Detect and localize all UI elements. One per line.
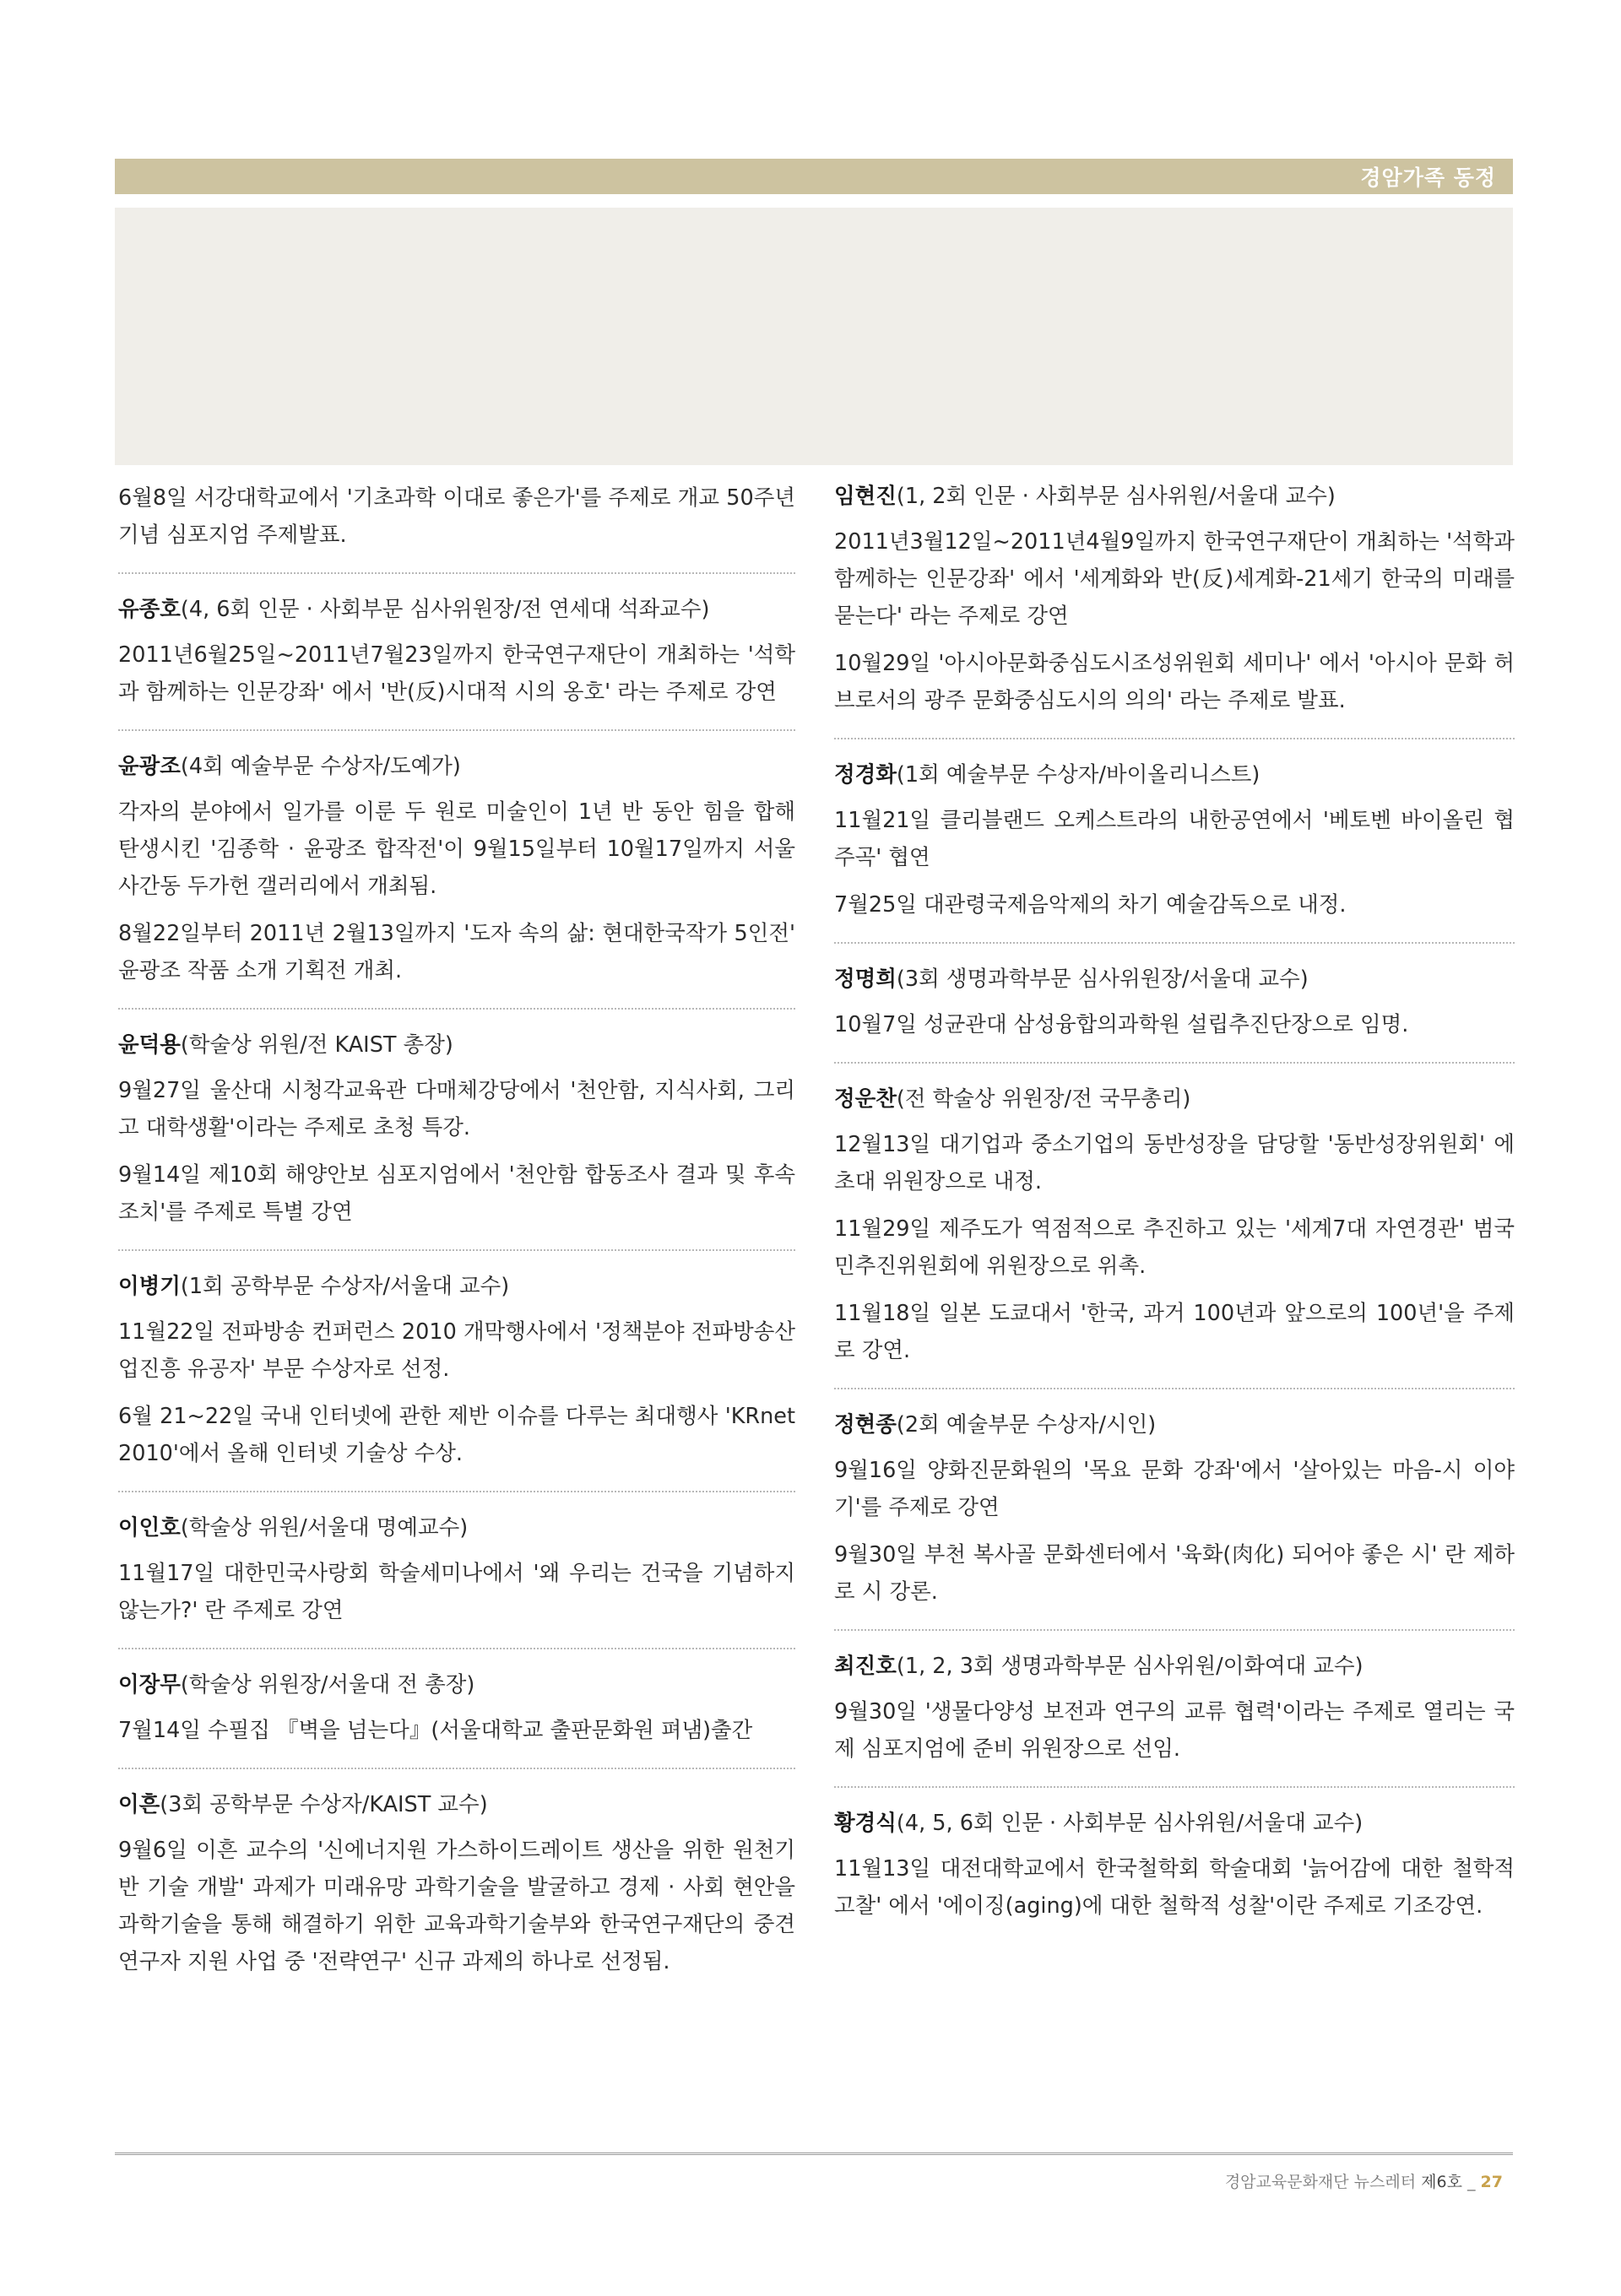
person-name: 정명희 [834,967,897,992]
person-name: 이인호 [118,1515,181,1541]
entry-paragraph: 11월17일 대한민국사랑회 학술세미나에서 '왜 우리는 건국을 기념하지 않는가?' 란 주제로 강연 [118,1561,795,1623]
news-entry [834,962,1515,1064]
entry-paragraph: 11월13일 대전대학교에서 한국철학회 학술대회 '늙어감에 대한 철학적 고찰' 에서 '에이징(aging)에 대한 철학적 성찰'이란 주제로 기조강연. [834,1856,1515,1919]
news-entry [834,758,1515,944]
entry-paragraph: 9월14일 제10회 해양안보 심포지엄에서 '천안함 합동조사 결과 및 후속조치'를 주제로 특별 강연 [118,1162,795,1225]
entry-paragraph: 2011년6월25일~2011년7월23일까지 한국연구재단이 개최하는 '석학과 함께하는 인문강좌' 에서 '반(反)시대적 시의 옹호' 라는 주제로 강연 [118,642,795,705]
entry-heading [834,1806,1515,1840]
entry-paragraph: 6월8일 서강대학교에서 '기초과학 이대로 좋은가'를 주제로 개교 50주년 기념 심포지엄 주제발표. [118,485,795,548]
entry-paragraph: 7월25일 대관령국제음악제의 차기 예술감독으로 내정. [834,892,1347,918]
news-entry [834,1649,1515,1788]
entry-paragraph: 11월22일 전파방송 컨퍼런스 2010 개막행사에서 '정책분야 전파방송산업진흥 유공자' 부문 수상자로 선정. [118,1319,795,1382]
person-name: 정운찬 [834,1086,897,1112]
person-role: (학술상 위원/서울대 명예교수) [180,1515,469,1541]
entry-heading [118,1270,795,1303]
news-entry [118,1270,795,1492]
person-role: (학술상 위원/전 KAIST 총장) [180,1032,453,1058]
entry-paragraph: 10월29일 '아시아문화중심도시조성위원회 세미나' 에서 '아시아 문화 허브로서의 광주 문화중심도시의 의의' 라는 주제로 발표. [834,651,1515,713]
news-entry [118,1668,795,1769]
news-entry [118,479,795,574]
person-name: 정경화 [834,762,897,788]
person-name: 이흔 [118,1792,160,1817]
entry-paragraph: 9월30일 부천 복사골 문화센터에서 '육화(肉化) 되어야 좋은 시' 란 제하로 시 강론. [834,1542,1515,1605]
person-role: (학술상 위원장/서울대 전 총장) [180,1672,475,1698]
person-name: 윤덕용 [118,1032,181,1058]
entry-paragraph: 11월18일 일본 도쿄대서 '한국, 과거 100년과 앞으로의 100년'을 주제로 강연. [834,1301,1515,1363]
news-entry [118,750,795,1010]
news-entry [118,593,795,731]
entry-paragraph: 9월6일 이흔 교수의 '신에너지원 가스하이드레이트 생산을 위한 원천기반 기술 개발' 과제가 미래유망 과학기술을 발굴하고 경제 · 사회 현안을 과학기술을 통해 해결하기 위한 교육과학기술부와 한국연구재단의 중견연구자 지원 사업 중 '전략연구' 신규 과제의 하나로 선정됨. [118,1838,795,1974]
person-name: 이장무 [118,1672,181,1698]
person-role: (1, 2회 인문 · 사회부문 심사위원/서울대 교수) [896,484,1336,509]
news-entry [118,1788,795,1999]
person-role: (2회 예술부문 수상자/시인) [896,1412,1157,1438]
footer-separator: _ [1467,2173,1476,2191]
entry-heading [118,1028,795,1062]
person-role: (1회 공학부문 수상자/서울대 교수) [180,1274,510,1299]
person-role: (4, 6회 인문 · 사회부문 심사위원장/전 연세대 석좌교수) [180,597,710,622]
person-name: 윤광조 [118,754,181,779]
person-role: (3회 공학부문 수상자/KAIST 교수) [160,1792,488,1817]
entry-paragraph: 12월13일 대기업과 중소기업의 동반성장을 담당할 '동반성장위원회' 에 초대 위원장으로 내정. [834,1132,1515,1194]
news-entry [834,1408,1515,1631]
person-role: (전 학술상 위원장/전 국무총리) [896,1086,1191,1112]
news-entry [834,479,1515,739]
entry-heading [118,1511,795,1545]
entry-paragraph: 2011년3월12일~2011년4월9일까지 한국연구재단이 개최하는 '석학과 함께하는 인문강좌' 에서 '세계화와 반(反)세계화-21세기 한국의 미래를 묻는다' 라는 주제로 강연 [834,529,1515,629]
entry-heading [118,750,795,783]
entry-paragraph: 각자의 분야에서 일가를 이룬 두 원로 미술인이 1년 반 동안 힘을 합해 탄생시킨 '김종학 · 윤광조 합작전'이 9월15일부터 10월17일까지 서울 사간동 두가헌 갤러리에서 개최됨. [118,799,795,899]
photo-placeholder [115,208,1513,465]
person-role: (4회 예술부문 수상자/도예가) [180,754,461,779]
entry-paragraph: 7월14일 수필집 『벽을 넘는다』(서울대학교 출판문화원 펴냄)출간 [118,1718,753,1743]
person-role: (1, 2, 3회 생명과학부문 심사위원/이화여대 교수) [896,1654,1363,1679]
entry-paragraph: 11월21일 클리블랜드 오케스트라의 내한공연에서 '베토벤 바이올린 협주곡' 협연 [834,808,1515,870]
entry-paragraph: 11월29일 제주도가 역점적으로 추진하고 있는 '세계7대 자연경관' 범국민추진위원회에 위원장으로 위촉. [834,1216,1515,1279]
person-name: 황경식 [834,1811,897,1836]
news-entry [118,1028,795,1251]
right-column [834,479,1515,1962]
news-entry [834,1082,1515,1389]
footer-issue: 제6호 [1421,2173,1462,2191]
person-role: (4, 5, 6회 인문 · 사회부문 심사위원/서울대 교수) [896,1811,1363,1836]
entry-heading [118,593,795,626]
entry-paragraph: 9월30일 '생물다양성 보전과 연구의 교류 협력'이라는 주제로 열리는 국제 심포지엄에 준비 위원장으로 선임. [834,1699,1515,1762]
entry-heading [118,1788,795,1822]
section-title: 경암가족 동정 [1360,165,1496,190]
entry-paragraph: 9월16일 양화진문화원의 '목요 문화 강좌'에서 '살아있는 마음-시 이야기'를 주제로 강연 [834,1458,1515,1520]
person-name: 정현종 [834,1412,897,1438]
page-footer [1225,2169,1503,2192]
footer-divider [115,2152,1513,2155]
person-role: (1회 예술부문 수상자/바이올리니스트) [896,762,1260,788]
entry-heading [834,758,1515,792]
person-name: 이병기 [118,1274,181,1299]
person-role: (3회 생명과학부문 심사위원장/서울대 교수) [896,967,1309,992]
entry-heading [834,479,1515,513]
footer-publication: 경암교육문화재단 뉴스레터 [1224,2173,1417,2191]
entry-heading [118,1668,795,1702]
page-number: 27 [1480,2173,1503,2191]
entry-paragraph: 9월27일 울산대 시청각교육관 다매체강당에서 '천안함, 지식사회, 그리고 대학생활'이라는 주제로 초청 특강. [118,1078,795,1140]
person-name: 임현진 [834,484,897,509]
left-column [118,479,795,2017]
news-entry [834,1806,1515,1943]
news-entry [118,1511,795,1649]
section-header-bar [115,159,1513,194]
entry-heading [834,1082,1515,1116]
entry-heading [834,1408,1515,1442]
person-name: 유종호 [118,597,181,622]
entry-paragraph: 8월22일부터 2011년 2월13일까지 '도자 속의 삶: 현대한국작가 5인전' 윤광조 작품 소개 기획전 개최. [118,921,795,983]
entry-paragraph: 6월 21~22일 국내 인터넷에 관한 제반 이슈를 다루는 최대행사 'KRnet 2010'에서 올해 인터넷 기술상 수상. [118,1404,795,1466]
entry-heading [834,962,1515,996]
entry-heading [834,1649,1515,1683]
person-name: 최진호 [834,1654,897,1679]
entry-paragraph: 10월7일 성균관대 삼성융합의과학원 설립추진단장으로 임명. [834,1012,1409,1037]
